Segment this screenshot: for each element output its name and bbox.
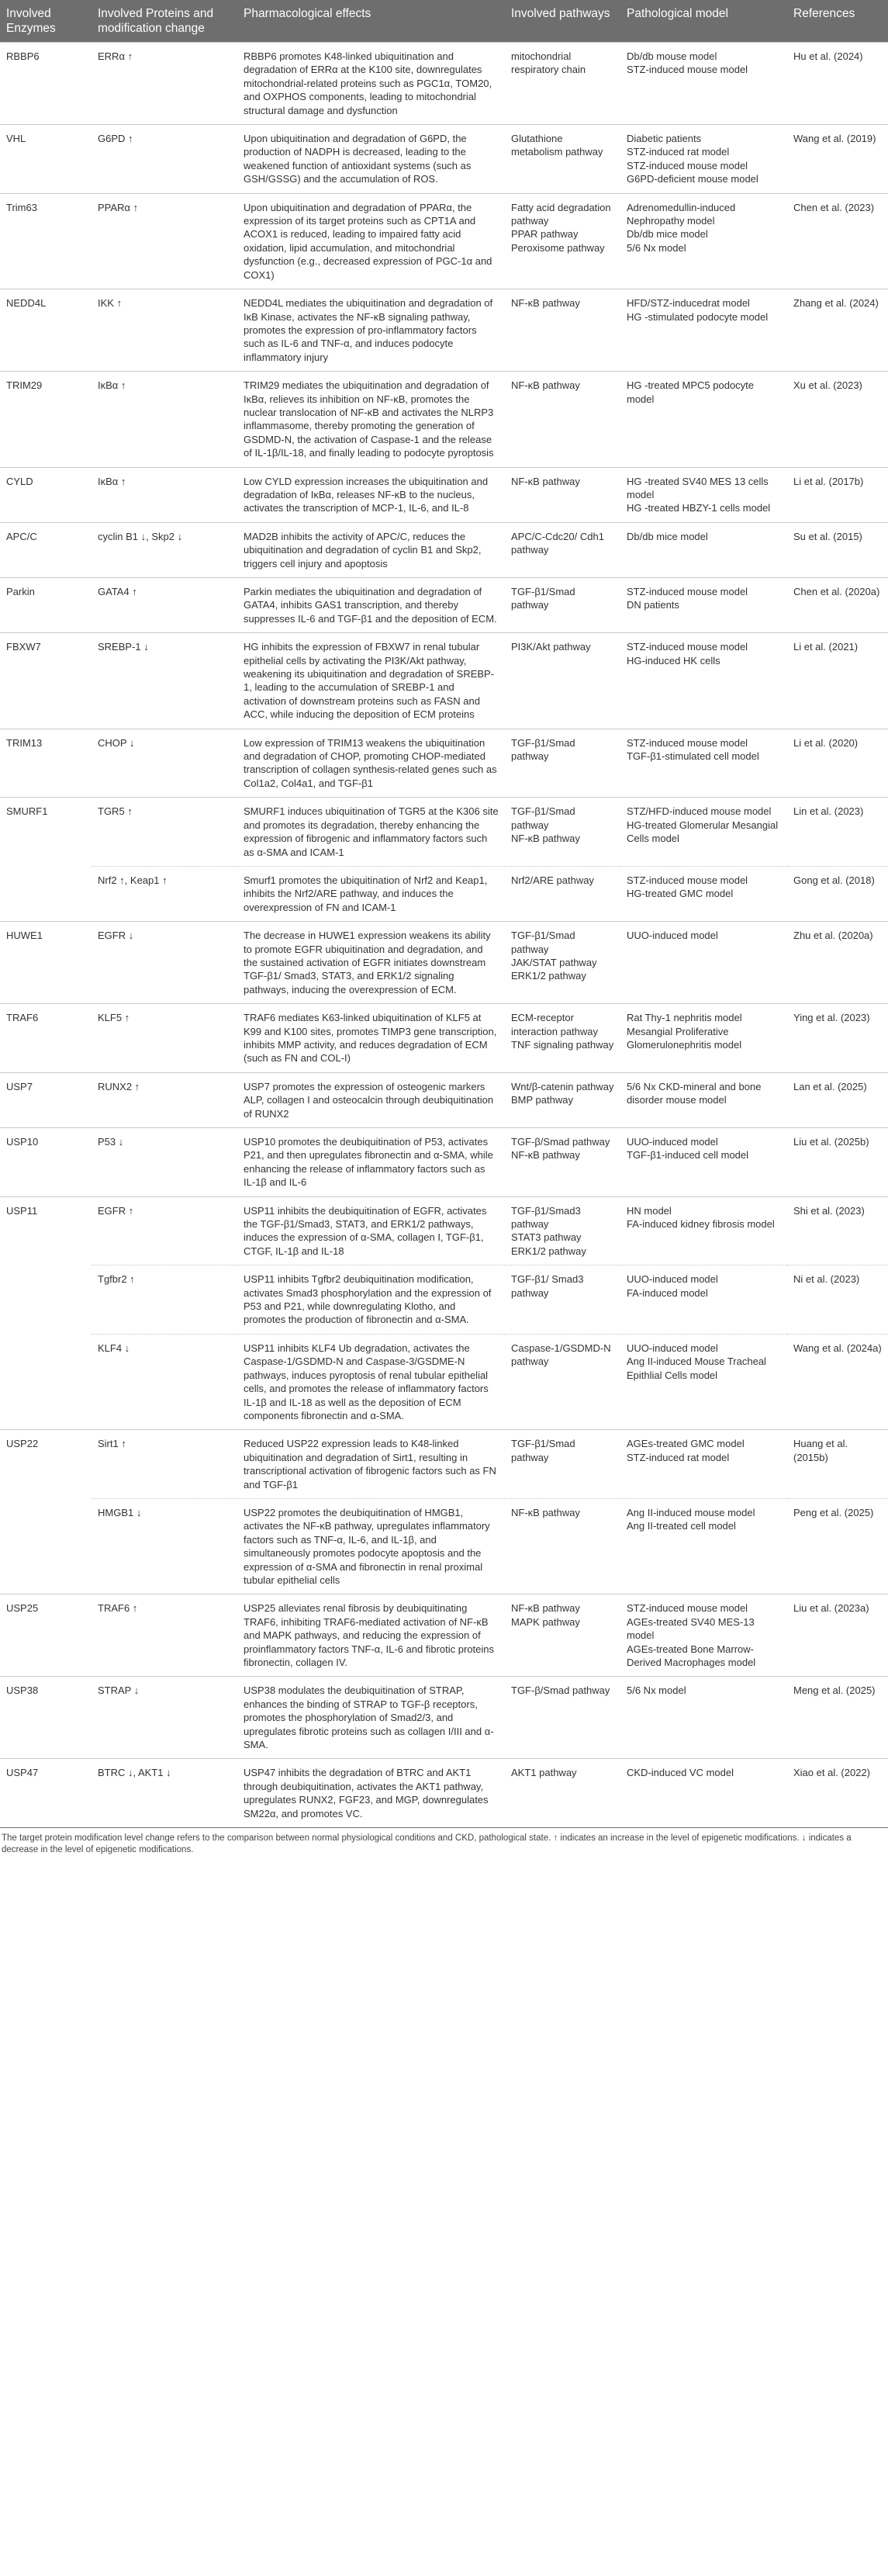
table-row <box>0 1677 888 1759</box>
cell-enzyme: USP11 <box>0 1196 92 1265</box>
model-line: STZ-induced mouse model <box>627 736 748 749</box>
model-line: UUO-induced model <box>627 1136 718 1148</box>
model-line: STZ-induced mouse model <box>627 874 748 886</box>
cell-effect: Low CYLD expression increases the ubiquitination and degradation of IκBα, releases NF-κB to the nucleus, activates the transcription of MCP-1, IL-6, and IL-8 <box>237 467 505 522</box>
cell-effect: Upon ubiquitination and degradation of G6PD, the production of NADPH is decreased, leading to the weakened function of antioxidant systems (such as GSH/GSSG) and the accumulation of ROS. <box>237 125 505 194</box>
cell-pathways <box>505 467 620 522</box>
cell-pathways <box>505 372 620 467</box>
pathway-line: NF-κB pathway <box>511 379 580 392</box>
model-line: HFD/STZ-inducedrat model <box>627 297 750 310</box>
pathway-line: NF-κB pathway <box>511 1506 580 1518</box>
model-line: HN model <box>627 1204 672 1217</box>
cell-protein: HMGB1 ↓ <box>92 1498 237 1594</box>
cell-reference: Li et al. (2021) <box>787 633 888 729</box>
cell-effect: USP47 inhibits the degradation of BTRC and AKT1 through deubiquitination, activates the AKT1 pathway, upregulates RUNX2, FGF23, and MGP, downregulates SM22α, and promotes VC. <box>237 1759 505 1828</box>
header-involved-pathways: Involved pathways <box>505 0 620 43</box>
cell-enzyme <box>0 1265 92 1335</box>
cell-pathways <box>505 1265 620 1335</box>
cell-pathways <box>505 578 620 633</box>
model-line: TGF-β1-induced cell model <box>627 1149 749 1162</box>
cell-effect: NEDD4L mediates the ubiquitination and degradation of IκB Kinase, activates the NF-κB signaling pathway, promotes the expression of pro-inflammatory factors such as IL-6 and TNF-α, and induces podocyte inflammatory injury <box>237 289 505 372</box>
cell-models <box>620 1498 787 1594</box>
model-line: HG -treated MPC5 podocyte model <box>627 379 755 405</box>
cell-protein: KLF4 ↓ <box>92 1334 237 1429</box>
cell-effect: The decrease in HUWE1 expression weakens its ability to promote EGFR ubiquitination and degradation, and the sustained activation of EGFR initiates downstream TGF-β1/ Smad3, STAT3, and ERK1/2 signaling pathways, inducing the overexpression of ECM. <box>237 922 505 1004</box>
cell-protein: KLF5 ↑ <box>92 1004 237 1073</box>
model-line: STZ-induced mouse model <box>627 586 748 597</box>
cell-models <box>620 1196 787 1265</box>
cell-enzyme: NEDD4L <box>0 289 92 372</box>
cell-reference: Ni et al. (2023) <box>787 1265 888 1335</box>
cell-pathways <box>505 1430 620 1499</box>
model-line: UUO-induced model <box>627 1342 718 1354</box>
cell-effect: USP38 modulates the deubiquitination of STRAP, enhances the binding of STRAP to TGF-β receptors, promotes the phosphorylation of Smad2/3, and upregulates fibrotic proteins such as collagen I/III and α-SMA. <box>237 1677 505 1759</box>
cell-effect: Parkin mediates the ubiquitination and degradation of GATA4, inhibits GAS1 transcription, and thereby suppresses IL-6 and TGF-β1 and the deposition of ECM. <box>237 578 505 633</box>
cell-models <box>620 1594 787 1677</box>
cell-pathways <box>505 289 620 372</box>
model-line: STZ-induced mouse model <box>627 159 748 171</box>
cell-protein: EGFR ↓ <box>92 922 237 1004</box>
model-line: Adrenomedullin-induced Nephropathy model <box>627 201 736 227</box>
cell-reference: Wang et al. (2019) <box>787 125 888 194</box>
cell-pathways <box>505 522 620 577</box>
cell-enzyme: FBXW7 <box>0 633 92 729</box>
header-pharmacological-effects: Pharmacological effects <box>237 0 505 43</box>
pathway-line: NF-κB pathway <box>511 475 580 487</box>
cell-pathways <box>505 866 620 921</box>
cell-effect: Upon ubiquitination and degradation of PPARα, the expression of its target proteins such as CPT1A and ACOX1 is reduced, leading to impaired fatty acid oxidation, lipid accumulation, and mitochondrial dysfunction (e.g., decreased expression of PGC-1α and COX1) <box>237 193 505 289</box>
cell-effect: Smurf1 promotes the ubiquitination of Nrf2 and Keap1, inhibits the Nrf2/ARE pathway, and induces the overexpression of FN and ICAM-1 <box>237 866 505 921</box>
table-row <box>0 798 888 867</box>
cell-enzyme: HUWE1 <box>0 922 92 1004</box>
model-line: Mesangial Proliferative Glomerulonephritis model <box>627 1025 742 1051</box>
cell-reference: Ying et al. (2023) <box>787 1004 888 1073</box>
cell-pathways <box>505 633 620 729</box>
cell-enzyme: TRIM29 <box>0 372 92 467</box>
table-row <box>0 193 888 289</box>
table-row <box>0 1128 888 1197</box>
cell-reference: Gong et al. (2018) <box>787 866 888 921</box>
cell-pathways <box>505 193 620 289</box>
pathway-line: TGF-β1/Smad pathway <box>511 1438 575 1463</box>
pathway-line: ERK1/2 pathway <box>511 970 586 982</box>
model-line: Ang II-induced mouse model <box>627 1506 755 1518</box>
cell-effect: Low expression of TRIM13 weakens the ubiquitination and degradation of CHOP, promoting CHOP-mediated transcription of collagen synthesis-related genes such as Col1a2, Col4a1, and TGF-β1 <box>237 729 505 798</box>
cell-protein: Sirt1 ↑ <box>92 1430 237 1499</box>
cell-reference: Xu et al. (2023) <box>787 372 888 467</box>
cell-enzyme: USP25 <box>0 1594 92 1677</box>
model-line: FA-induced kidney fibrosis model <box>627 1218 775 1231</box>
cell-models <box>620 922 787 1004</box>
cell-reference: Wang et al. (2024a) <box>787 1334 888 1429</box>
cell-models <box>620 193 787 289</box>
table-row <box>0 578 888 633</box>
model-line: CKD-induced VC model <box>627 1767 734 1779</box>
cell-effect: RBBP6 promotes K48-linked ubiquitination and degradation of ERRα at the K100 site, downregulates mitochondrial-related proteins such as PGC1α, TOM20, and OXPHOS components, leading to mitochondrial structural damage and dysfunction <box>237 43 505 125</box>
cell-models <box>620 43 787 125</box>
model-line: HG -stimulated podocyte model <box>627 310 769 323</box>
pathway-line: TGF-β/Smad pathway <box>511 1136 610 1148</box>
table-row <box>0 1594 888 1677</box>
model-line: HG-treated Glomerular Mesangial Cells model <box>627 819 779 845</box>
cell-pathways <box>505 1334 620 1429</box>
cell-protein: PPARα ↑ <box>92 193 237 289</box>
cell-enzyme: TRIM13 <box>0 729 92 798</box>
cell-protein: IKK ↑ <box>92 289 237 372</box>
cell-models <box>620 1004 787 1073</box>
pathway-line: Wnt/β-catenin pathway <box>511 1080 614 1092</box>
cell-effect: USP22 promotes the deubiquitination of HMGB1, activates the NF-κB pathway, upregulates inflammatory factors such as TNF-α, IL-6, and IL-1β, and simultaneously promotes podocyte apoptosis and the expression of α-SMA and fibronectin in renal proximal tubular epithelial cells <box>237 1498 505 1594</box>
pathway-line: Caspase-1/GSDMD-N pathway <box>511 1342 611 1368</box>
pathway-line: TGF-β1/Smad3 pathway <box>511 1204 581 1231</box>
header-pathological-model: Pathological model <box>620 0 787 43</box>
header-involved-enzymes: Involved Enzymes <box>0 0 92 43</box>
table-row <box>0 866 888 921</box>
cell-pathways <box>505 729 620 798</box>
cell-enzyme: RBBP6 <box>0 43 92 125</box>
pathway-line: ERK1/2 pathway <box>511 1245 586 1257</box>
pathway-line: Nrf2/ARE pathway <box>511 874 594 886</box>
model-line: UUO-induced model <box>627 930 718 942</box>
table-row <box>0 922 888 1004</box>
cell-models <box>620 467 787 522</box>
cell-pathways <box>505 1677 620 1759</box>
table-row <box>0 289 888 372</box>
pathway-line: BMP pathway <box>511 1094 573 1106</box>
cell-reference: Su et al. (2015) <box>787 522 888 577</box>
cell-enzyme: VHL <box>0 125 92 194</box>
model-line: AGEs-treated Bone Marrow-Derived Macrophages model <box>627 1643 756 1668</box>
cell-protein: IκBα ↑ <box>92 372 237 467</box>
cell-pathways <box>505 1594 620 1677</box>
cell-enzyme: USP38 <box>0 1677 92 1759</box>
model-line: STZ-induced rat model <box>627 1451 730 1463</box>
model-line: HG -treated SV40 MES 13 cells model <box>627 475 769 500</box>
cell-pathways <box>505 798 620 867</box>
pathway-line: TGF-β1/ Smad3 pathway <box>511 1273 584 1299</box>
cell-pathways <box>505 1072 620 1127</box>
cell-protein: Tgfbr2 ↑ <box>92 1265 237 1335</box>
pathway-line: APC/C-Cdc20/ Cdh1 pathway <box>511 530 604 556</box>
cell-reference: Xiao et al. (2022) <box>787 1759 888 1828</box>
cell-enzyme: Parkin <box>0 578 92 633</box>
model-line: Ang II-induced Mouse Tracheal Epithlial Cells model <box>627 1356 766 1381</box>
cell-effect: USP11 inhibits the deubiquitination of EGFR, activates the TGF-β1/Smad3, STAT3, and ERK1/2 pathways, induces the expression of α-SMA, collagen I, TGF-β1, CTGF, IL-1β and IL-18 <box>237 1196 505 1265</box>
model-line: UUO-induced model <box>627 1273 718 1286</box>
table-row <box>0 1759 888 1828</box>
cell-pathways <box>505 43 620 125</box>
pathway-line: NF-κB pathway <box>511 1149 580 1162</box>
cell-enzyme: USP47 <box>0 1759 92 1828</box>
cell-models <box>620 1334 787 1429</box>
pathway-line: TGF-β1/Smad pathway <box>511 930 575 955</box>
cell-enzyme: USP10 <box>0 1128 92 1197</box>
cell-models <box>620 1072 787 1127</box>
cell-protein: RUNX2 ↑ <box>92 1072 237 1127</box>
cell-reference: Chen et al. (2020a) <box>787 578 888 633</box>
model-line: Db/db mice model <box>627 228 708 241</box>
model-line: STZ-induced rat model <box>627 146 730 158</box>
table-row <box>0 372 888 467</box>
pathway-line: AKT1 pathway <box>511 1767 577 1779</box>
cell-models <box>620 289 787 372</box>
cell-reference: Lin et al. (2023) <box>787 798 888 867</box>
table-body <box>0 43 888 1828</box>
cell-enzyme <box>0 1334 92 1429</box>
cell-enzyme: Trim63 <box>0 193 92 289</box>
model-line: 5/6 Nx model <box>627 241 686 254</box>
pathway-line: NF-κB pathway <box>511 833 580 845</box>
cell-protein: CHOP ↓ <box>92 729 237 798</box>
model-line: Diabetic patients <box>627 133 702 145</box>
table-row <box>0 1004 888 1073</box>
cell-effect: MAD2B inhibits the activity of APC/C, reduces the ubiquitination and degradation of cyclin B1 and Skp2, triggers cell injury and apoptosis <box>237 522 505 577</box>
cell-models <box>620 633 787 729</box>
cell-protein: Nrf2 ↑, Keap1 ↑ <box>92 866 237 921</box>
cell-models <box>620 1677 787 1759</box>
pathway-line: mitochondrial respiratory chain <box>511 50 586 76</box>
model-line: Db/db mouse model <box>627 50 717 62</box>
table-row <box>0 1430 888 1499</box>
model-line: 5/6 Nx CKD-mineral and bone disorder mouse model <box>627 1080 762 1106</box>
cell-enzyme: USP22 <box>0 1430 92 1499</box>
cell-effect: USP7 promotes the expression of osteogenic markers ALP, collagen I and osteocalcin through deubiquitination of RUNX2 <box>237 1072 505 1127</box>
pathway-line: TGF-β1/Smad pathway <box>511 736 575 763</box>
header-references: References <box>787 0 888 43</box>
table-header <box>0 0 888 43</box>
pathway-line: NF-κB pathway <box>511 297 580 310</box>
pathway-line: PPAR pathway <box>511 228 579 241</box>
model-line: Rat Thy-1 nephritis model <box>627 1012 742 1024</box>
cell-protein: STRAP ↓ <box>92 1677 237 1759</box>
model-line: HG-treated GMC model <box>627 888 734 900</box>
pathway-line: PI3K/Akt pathway <box>511 641 591 653</box>
model-line: 5/6 Nx model <box>627 1684 686 1697</box>
pathway-line: Peroxisome pathway <box>511 241 605 254</box>
table-row <box>0 467 888 522</box>
pathway-line: ECM-receptor interaction pathway <box>511 1012 599 1037</box>
cell-reference: Zhu et al. (2020a) <box>787 922 888 1004</box>
cell-protein: TGR5 ↑ <box>92 798 237 867</box>
cell-protein: P53 ↓ <box>92 1128 237 1197</box>
cell-pathways <box>505 922 620 1004</box>
cell-reference: Hu et al. (2024) <box>787 43 888 125</box>
cell-reference: Zhang et al. (2024) <box>787 289 888 372</box>
cell-reference: Peng et al. (2025) <box>787 1498 888 1594</box>
cell-protein: SREBP-1 ↓ <box>92 633 237 729</box>
table-row <box>0 729 888 798</box>
cell-pathways <box>505 1759 620 1828</box>
table-row <box>0 1196 888 1265</box>
cell-protein: G6PD ↑ <box>92 125 237 194</box>
model-line: FA-induced model <box>627 1286 708 1299</box>
model-line: TGF-β1-stimulated cell model <box>627 750 759 763</box>
cell-effect: TRAF6 mediates K63-linked ubiquitination of KLF5 at K99 and K100 sites, promotes TIMP3 gene transcription, inhibits MMP activity, and reduces degradation of ECM (such as FN and COL-I) <box>237 1004 505 1073</box>
cell-models <box>620 1265 787 1335</box>
cell-reference: Shi et al. (2023) <box>787 1196 888 1265</box>
pathway-line: Fatty acid degradation pathway <box>511 201 611 227</box>
model-line: AGEs-treated GMC model <box>627 1438 745 1450</box>
table-row <box>0 1498 888 1594</box>
cell-protein: EGFR ↑ <box>92 1196 237 1265</box>
cell-protein: cyclin B1 ↓, Skp2 ↓ <box>92 522 237 577</box>
cell-reference: Huang et al. (2015b) <box>787 1430 888 1499</box>
table-row <box>0 1072 888 1127</box>
cell-pathways <box>505 1128 620 1197</box>
pathway-line: TGF-β/Smad pathway <box>511 1684 610 1697</box>
cell-enzyme: USP7 <box>0 1072 92 1127</box>
model-line: AGEs-treated SV40 MES-13 model <box>627 1615 755 1642</box>
cell-models <box>620 729 787 798</box>
cell-models <box>620 372 787 467</box>
table-row <box>0 125 888 194</box>
model-line: Ang II-treated cell model <box>627 1520 736 1532</box>
cell-enzyme: APC/C <box>0 522 92 577</box>
model-line: DN patients <box>627 599 679 611</box>
cell-enzyme <box>0 866 92 921</box>
cell-reference: Liu et al. (2025b) <box>787 1128 888 1197</box>
cell-protein: TRAF6 ↑ <box>92 1594 237 1677</box>
pathway-line: Glutathione metabolism pathway <box>511 133 603 158</box>
model-line: STZ-induced mouse model <box>627 641 748 653</box>
cell-models <box>620 522 787 577</box>
cell-effect: Reduced USP22 expression leads to K48-linked ubiquitination and degradation of Sirt1, resulting in transcriptional activation of fibrogenic factors such as FN and TGF-β1 <box>237 1430 505 1499</box>
model-line: STZ-induced mouse model <box>627 1602 748 1615</box>
pathway-line: NF-κB pathway <box>511 1602 580 1615</box>
pathway-line: TGF-β1/Smad pathway <box>511 805 575 831</box>
cell-effect: USP25 alleviates renal fibrosis by deubiquitinating TRAF6, inhibiting TRAF6-mediated activation of NF-κB and MAPK pathways, and reducing the expression of proinflammatory factors TNF-α, IL-6 and fibrotic proteins fibronectin, collagen IV. <box>237 1594 505 1677</box>
cell-enzyme: SMURF1 <box>0 798 92 867</box>
pathway-line: TNF signaling pathway <box>511 1038 614 1051</box>
table-row <box>0 633 888 729</box>
cell-effect: USP10 promotes the deubiquitination of P53, activates P21, and then upregulates fibronectin and α-SMA, while enhancing the release of inflammatory factors such as IL-1β and IL-6 <box>237 1128 505 1197</box>
cell-effect: SMURF1 induces ubiquitination of TGR5 at the K306 site and promotes its degradation, thereby enhancing the expression of fibrogenic and inflammatory factors such as α-SMA and ICAM-1 <box>237 798 505 867</box>
cell-protein: IκBα ↑ <box>92 467 237 522</box>
cell-models <box>620 1759 787 1828</box>
cell-effect: TRIM29 mediates the ubiquitination and degradation of IκBα, relieves its inhibition on NF-κB, promotes the nuclear translocation of NF-κB and activates the NLRP3 inflammasome, thereby promoting the generation of GSDMD-N, the activation of Caspase-1 and the release of IL-1β/IL-18, and finally leading to podocyte pyroptosis <box>237 372 505 467</box>
cell-pathways <box>505 1498 620 1594</box>
cell-protein: GATA4 ↑ <box>92 578 237 633</box>
model-line: G6PD-deficient mouse model <box>627 173 758 185</box>
cell-models <box>620 1128 787 1197</box>
cell-protein: BTRC ↓, AKT1 ↓ <box>92 1759 237 1828</box>
cell-models <box>620 578 787 633</box>
cell-reference: Liu et al. (2023a) <box>787 1594 888 1677</box>
model-line: HG-induced HK cells <box>627 654 720 667</box>
header-involved-proteins: Involved Proteins and modification change <box>92 0 237 43</box>
cell-models <box>620 798 787 867</box>
table-footnote: The target protein modification level change refers to the comparison between normal physiological conditions and CKD, pathological state. ↑ indicates an increase in the level of epigenetic modifications. ↓ indicates a decrease in the level of epigenetic modifications. <box>2 1833 852 1854</box>
table-row <box>0 1265 888 1335</box>
cell-enzyme: CYLD <box>0 467 92 522</box>
cell-enzyme <box>0 1498 92 1594</box>
cell-reference: Li et al. (2017b) <box>787 467 888 522</box>
table-row <box>0 522 888 577</box>
cell-reference: Lan et al. (2025) <box>787 1072 888 1127</box>
cell-models <box>620 125 787 194</box>
cell-protein: ERRα ↑ <box>92 43 237 125</box>
cell-enzyme: TRAF6 <box>0 1004 92 1073</box>
cell-pathways <box>505 1004 620 1073</box>
pathway-line: TGF-β1/Smad pathway <box>511 586 575 611</box>
cell-reference: Chen et al. (2023) <box>787 193 888 289</box>
cell-effect: USP11 inhibits KLF4 Ub degradation, activates the Caspase-1/GSDMD-N and Caspase-3/GSDME-N pathways, induces pyroptosis of renal tubular epithelial cells, and promotes the release of inflammatory factors IL-1β and IL-18 as well as the deposition of ECM components fibronectin and α-SMA. <box>237 1334 505 1429</box>
pathway-line: MAPK pathway <box>511 1615 580 1628</box>
table-row <box>0 1334 888 1429</box>
cell-pathways <box>505 1196 620 1265</box>
cell-models <box>620 1430 787 1499</box>
pathway-line: JAK/STAT pathway <box>511 956 597 968</box>
cell-effect: USP11 inhibits Tgfbr2 deubiquitination modification, activates Smad3 phosphorylation and the expression of P53 and P21, while downregulating Klotho, and promotes the production of fibronectin and α-SMA. <box>237 1265 505 1335</box>
model-line: STZ-induced mouse model <box>627 64 748 76</box>
cell-reference: Li et al. (2020) <box>787 729 888 798</box>
cell-models <box>620 866 787 921</box>
cell-pathways <box>505 125 620 194</box>
cell-reference: Meng et al. (2025) <box>787 1677 888 1759</box>
model-line: HG -treated HBZY-1 cells model <box>627 502 771 514</box>
model-line: Db/db mice model <box>627 530 708 542</box>
table-row <box>0 43 888 125</box>
cell-effect: HG inhibits the expression of FBXW7 in renal tubular epithelial cells by activating the PI3K/Akt pathway, weakening its ubiquitination and degradation of SREBP-1, leading to the accumulation of SREBP-1 and activation of downstream proteins such as FASN and ACC, while inducing the deposition of ECM proteins <box>237 633 505 729</box>
model-line: STZ/HFD-induced mouse model <box>627 805 772 818</box>
pathway-line: STAT3 pathway <box>511 1231 582 1244</box>
